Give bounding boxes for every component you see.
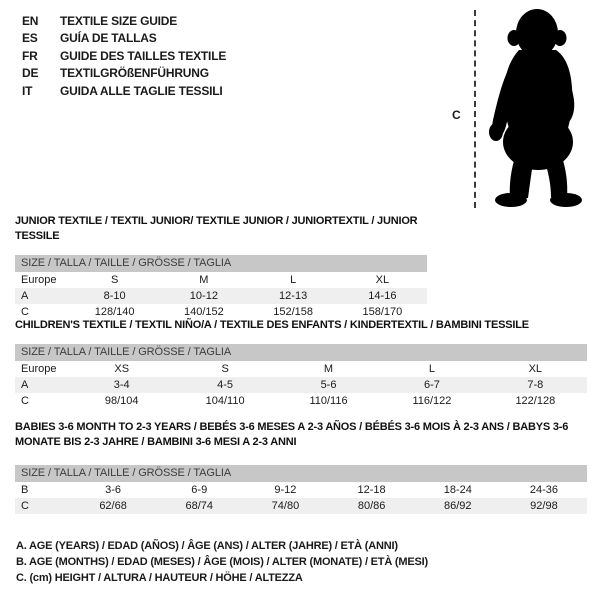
value-cell: 8-10 — [103, 290, 126, 302]
language-label: TEXTILGRÖßENFÜHRUNG — [60, 66, 209, 81]
row-label-cell: C — [21, 395, 29, 407]
footnote-line: A. AGE (YEARS) / EDAD (AÑOS) / ÂGE (ANS) / ALTER (JAHRE) / ETÀ (ANNI) — [16, 540, 398, 552]
value-cell: 110/116 — [309, 395, 348, 407]
table-size-header: SIZE / TALLA / TAILLE / GRÖSSE / TAGLIA — [15, 465, 587, 482]
footnote-line: C. (cm) HEIGHT / ALTURA / HAUTEUR / HÖHE / ALTEZZA — [16, 572, 303, 584]
language-row — [22, 65, 226, 83]
value-cell: 158/170 — [362, 306, 403, 318]
table-body — [15, 482, 587, 514]
row-label-cell: Europe — [21, 274, 57, 286]
value-cell: 128/140 — [94, 306, 135, 318]
value-cell: XS — [114, 363, 130, 375]
language-row — [22, 82, 226, 100]
table-row — [15, 272, 427, 288]
value-cell: 6-9 — [191, 484, 208, 496]
language-row — [22, 30, 226, 48]
value-cell: 14-16 — [368, 290, 397, 302]
language-code: FR — [22, 48, 38, 63]
size-table-children — [15, 318, 587, 409]
value-cell: 12-13 — [279, 290, 308, 302]
language-code: IT — [22, 83, 33, 98]
height-measure-dashed-line — [474, 10, 476, 208]
table-title: BABIES 3-6 MONTH TO 2-3 YEARS / BEBÉS 3-6 MESES A 2-3 AÑOS / BÉBÉS 3-6 MOIS À 2-3 ANS / BABYS 3-6 MONATE BIS 2-3 JAHRE / BAMBINI 3-6 MESI A 2-3 ANNI — [15, 421, 569, 448]
language-code: ES — [22, 31, 38, 46]
footnote-line: B. AGE (MONTHS) / EDAD (MESES) / ÂGE (MOIS) / ALTER (MONATE) / ETÀ (MESI) — [16, 556, 428, 568]
value-cell: 18-24 — [443, 484, 472, 496]
value-cell: 10-12 — [189, 290, 218, 302]
value-cell: S — [221, 363, 229, 375]
value-cell: 6-7 — [423, 379, 440, 391]
language-row — [22, 47, 226, 65]
table-title: JUNIOR TEXTILE / TEXTIL JUNIOR/ TEXTILE JUNIOR / JUNIORTEXTIL / JUNIOR TESSILE — [15, 215, 418, 242]
value-cell: 74/80 — [271, 500, 300, 512]
footnotes — [16, 538, 428, 586]
value-cell: 3-6 — [105, 484, 122, 496]
baby-silhouette — [485, 6, 597, 210]
value-cell: 92/98 — [530, 500, 558, 512]
value-cell: L — [428, 363, 435, 375]
table-row — [15, 361, 587, 377]
value-cell: 140/152 — [183, 306, 224, 318]
value-cell: 86/92 — [444, 500, 472, 512]
value-cell: 80/86 — [357, 500, 386, 512]
language-code: EN — [22, 13, 39, 28]
language-row — [22, 12, 226, 30]
value-cell: 122/128 — [515, 395, 556, 407]
language-code: DE — [22, 66, 39, 81]
value-cell: 3-4 — [113, 379, 130, 391]
value-cell: 7-8 — [527, 379, 544, 391]
language-label: GUIDA ALLE TAGLIE TESSILI — [60, 83, 223, 98]
row-label-cell: A — [21, 290, 29, 302]
row-label-cell: Europe — [21, 363, 57, 375]
value-cell: M — [199, 274, 209, 286]
language-label: GUÍA DE TALLAS — [60, 31, 157, 46]
value-cell: 24-36 — [529, 484, 559, 496]
value-cell: XL — [528, 363, 543, 375]
row-label-cell: B — [21, 484, 29, 496]
value-cell: 4-5 — [217, 379, 234, 391]
value-cell: XL — [375, 274, 390, 286]
value-cell: 9-12 — [274, 484, 297, 496]
value-cell: M — [323, 363, 334, 375]
value-cell: 152/158 — [273, 306, 313, 318]
size-table-babies — [15, 420, 587, 514]
language-label: GUIDE DES TAILLES TEXTILE — [60, 48, 227, 63]
value-cell: L — [290, 274, 297, 286]
row-label-cell: C — [21, 500, 29, 512]
table-row — [15, 288, 427, 304]
value-cell: S — [110, 274, 119, 286]
table-row — [15, 377, 587, 393]
table-row — [15, 498, 587, 514]
table-row — [15, 393, 587, 409]
language-list — [22, 12, 226, 100]
value-cell: 12-18 — [357, 484, 386, 496]
table-title: CHILDREN'S TEXTILE / TEXTIL NIÑO/A / TEXTILE DES ENFANTS / KINDERTEXTIL / BAMBINI TESSILE — [15, 319, 529, 331]
value-cell: 104/110 — [205, 395, 245, 407]
table-body — [15, 361, 587, 409]
value-cell: 116/122 — [412, 395, 452, 407]
table-row — [15, 482, 587, 498]
table-size-header: SIZE / TALLA / TAILLE / GRÖSSE / TAGLIA — [15, 255, 427, 272]
size-table-junior — [15, 214, 427, 320]
value-cell: 68/74 — [185, 500, 214, 512]
row-label-cell: A — [21, 379, 29, 391]
value-cell: 98/104 — [104, 395, 139, 407]
table-size-header: SIZE / TALLA / TAILLE / GRÖSSE / TAGLIA — [15, 344, 587, 361]
row-label-cell: C — [21, 306, 29, 318]
value-cell: 5-6 — [320, 379, 337, 391]
value-cell: 62/68 — [99, 500, 127, 512]
table-body — [15, 272, 427, 320]
language-label: TEXTILE SIZE GUIDE — [60, 13, 178, 28]
measure-label-c: C — [452, 108, 461, 122]
